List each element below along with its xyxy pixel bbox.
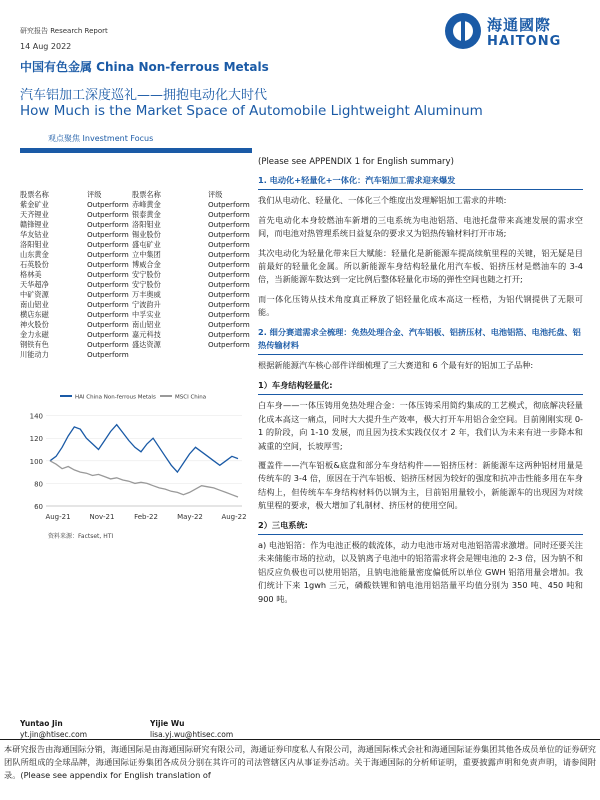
rating-cell: Outperform bbox=[87, 270, 129, 279]
rating-cell: 嘉元科技 bbox=[132, 330, 161, 339]
rating-cell: 洛阳钼业 bbox=[20, 240, 49, 249]
section-1-heading: 1. 电动化+轻量化+一体化：汽车铝加工需求迎来爆发 bbox=[258, 174, 583, 190]
rating-cell: 紫金矿业 bbox=[20, 200, 49, 209]
rating-header-cell: 股票名称 bbox=[20, 190, 49, 199]
chart-source: 资料来源：Factset, HTI bbox=[48, 533, 114, 540]
rating-row bbox=[20, 210, 252, 220]
rating-cell: 盛达资源 bbox=[132, 340, 161, 349]
rating-cell: Outperform bbox=[208, 210, 250, 219]
rating-cell: 石英股份 bbox=[20, 260, 49, 269]
performance-chart bbox=[20, 388, 252, 528]
rating-cell: 锡业股份 bbox=[132, 230, 161, 239]
paragraph: 覆盖件——汽车铝板&底盘和部分车身结构件——铝挤压材：新能源车这两种铝材用量是传统车的 3-4 倍，原因在于汽车铝板、铝挤压材因为较好的强度和抗冲击性能多用在车身结构上，但传统车车身结构材料仍以钢为主，目前铝用量较小，新能源车的出现因为对续航里程的要求，极大增加了轧制材、挤压材的使用空间。 bbox=[258, 459, 583, 511]
rating-row bbox=[20, 220, 252, 230]
rating-row bbox=[20, 290, 252, 300]
rating-cell: Outperform bbox=[208, 230, 250, 239]
rating-cell: 赣锋锂业 bbox=[20, 220, 49, 229]
rating-cell: 银泰黄金 bbox=[132, 210, 161, 219]
rating-row bbox=[20, 330, 252, 340]
rating-cell: Outperform bbox=[87, 240, 129, 249]
series-line bbox=[50, 461, 238, 497]
x-tick-label: Nov-21 bbox=[89, 513, 115, 521]
rating-cell: Outperform bbox=[87, 330, 129, 339]
rating-cell: 横店东磁 bbox=[20, 310, 49, 319]
rating-cell: 格林美 bbox=[20, 270, 42, 279]
rating-cell: 天华超净 bbox=[20, 280, 49, 289]
sector-title: 中国有色金属 China Non-ferrous Metals bbox=[20, 60, 269, 74]
rating-cell: Outperform bbox=[87, 350, 129, 359]
y-tick-label: 80 bbox=[34, 480, 43, 489]
rating-row bbox=[20, 280, 252, 290]
x-tick-label: May-22 bbox=[177, 513, 203, 521]
rating-cell: Outperform bbox=[87, 280, 129, 289]
rating-cell: 洛阳钼业 bbox=[132, 220, 161, 229]
section-2-heading: 2. 细分赛道需求全梳理：免热处理合金、汽车铝板、铝挤压材、电池铝箔、电池托盘、铝热传输材料 bbox=[258, 326, 583, 356]
rating-cell: 金力永磁 bbox=[20, 330, 49, 339]
rating-cell: 华友钴业 bbox=[20, 230, 49, 239]
rating-row bbox=[20, 230, 252, 240]
rating-row bbox=[20, 240, 252, 250]
rating-cell: Outperform bbox=[87, 230, 129, 239]
y-tick-label: 120 bbox=[29, 435, 43, 444]
rating-cell: 山东黄金 bbox=[20, 250, 49, 259]
rating-cell: 中孚实业 bbox=[132, 310, 161, 319]
rating-row bbox=[20, 250, 252, 260]
rating-cell: Outperform bbox=[87, 300, 129, 309]
rating-header-cell: 评级 bbox=[87, 190, 102, 199]
rating-cell: Outperform bbox=[87, 200, 129, 209]
y-tick-label: 60 bbox=[34, 503, 43, 511]
rating-row bbox=[20, 200, 252, 210]
rating-cell: Outperform bbox=[208, 320, 250, 329]
analyst-1 bbox=[20, 718, 87, 740]
rating-row bbox=[20, 340, 252, 350]
rating-cell: Outperform bbox=[208, 340, 250, 349]
rating-cell: Outperform bbox=[208, 300, 250, 309]
rating-header-cell: 股票名称 bbox=[132, 190, 161, 199]
rating-cell: 神火股份 bbox=[20, 320, 49, 329]
report-type-label: 研究报告 Research Report bbox=[20, 27, 108, 35]
y-tick-label: 140 bbox=[29, 412, 43, 421]
rating-cell: Outperform bbox=[87, 310, 129, 319]
report-title-cn: 汽车铝加工深度巡礼——拥抱电动化大时代 bbox=[20, 88, 268, 103]
rating-cell: 安宁股份 bbox=[132, 270, 161, 279]
rating-header-cell: 评级 bbox=[208, 190, 223, 199]
subsection-2-heading: 2）三电系统: bbox=[258, 519, 583, 535]
analyst-2 bbox=[150, 718, 233, 740]
subsection-1-heading: 1）车身结构轻量化: bbox=[258, 379, 583, 395]
rating-row bbox=[20, 260, 252, 270]
rating-cell: Outperform bbox=[208, 280, 250, 289]
rating-cell: 川能动力 bbox=[20, 350, 49, 359]
logo-text-cn: 海通國際 bbox=[487, 16, 552, 34]
rating-cell: Outperform bbox=[87, 250, 129, 259]
rating-cell: Outperform bbox=[208, 200, 250, 209]
rating-cell: Outperform bbox=[208, 270, 250, 279]
x-tick-label: Aug-22 bbox=[221, 513, 247, 521]
section-divider-bar bbox=[20, 148, 252, 153]
rating-cell: Outperform bbox=[87, 220, 129, 229]
paragraph: a) 电池铝箔：作为电池正极的载流体，动力电池市场对电池铝箔需求激增。同时还要关注未来储能市场的拉动，以及钠离子电池中的铝箔需求将会是锂电池的 2-3 倍，因为钠不和铝反应负极也可以使用铝箔，且钠电池能量密度偏低所以单位 GWH 铝箔用量会增加。我们统计下来 1gwh 三元，磷酸铁锂和钠电池用铝箔量平均值分别为 350 吨、450 吨和 900 吨。 bbox=[258, 539, 583, 604]
analyst-email[interactable]: lisa.yj.wu@htisec.com bbox=[150, 730, 234, 739]
rating-row bbox=[20, 270, 252, 280]
series-line bbox=[50, 425, 238, 472]
rating-cell: 赤峰黄金 bbox=[132, 200, 161, 209]
paragraph: 根据新能源汽车核心部件详细梳理了三大赛道和 6 个最有好的铝加工子品种: bbox=[258, 360, 534, 371]
analyst-name: Yuntao Jin bbox=[20, 719, 63, 728]
rating-cell bbox=[132, 350, 208, 360]
rating-row bbox=[20, 300, 252, 310]
paragraph: 首先电动化本身较燃油车新增的三电系统为电池铝箔、电池托盘带来高速发展的需求空间，而电池对热管理系统日益复杂的要求又为铝热传输材料打开市场; bbox=[258, 214, 583, 239]
body-text bbox=[258, 174, 583, 612]
investment-focus-label: 观点聚焦 Investment Focus bbox=[48, 134, 154, 143]
haitong-logo bbox=[445, 10, 585, 52]
rating-cell: 南山铝业 bbox=[132, 320, 161, 329]
rating-cell: Outperform bbox=[208, 290, 250, 299]
rating-cell: 钢铁有色 bbox=[20, 340, 49, 349]
paragraph: 白车身——一体压铸用免热处理合金：一体压铸采用简约集成的工艺模式，彻底解决轻量化成本高这一痛点，同时大大提升生产效率，极大打开车用铝合金空间。目前刚刚实现 0-1 的阶段，向 1-10 发展，而且因为技术实践仅仅才 2 年，我们认为未来有进一步降本和减重的空间，长坡厚雪; bbox=[258, 400, 583, 451]
rating-cell: 南山铝业 bbox=[20, 300, 49, 309]
rating-cell: 中矿资源 bbox=[20, 290, 49, 299]
logo-text-en: HAITONG bbox=[487, 34, 562, 49]
report-title-en: How Much is the Market Space of Automobile Lightweight Aluminum bbox=[20, 103, 483, 119]
rating-cell: Outperform bbox=[87, 340, 129, 349]
rating-cell: Outperform bbox=[208, 260, 250, 269]
rating-cell: Outperform bbox=[208, 250, 250, 259]
rating-table bbox=[20, 190, 252, 360]
footer-rule bbox=[0, 739, 600, 740]
rating-row bbox=[20, 350, 252, 360]
rating-cell: Outperform bbox=[208, 220, 250, 229]
disclaimer-text: 本研究报告由海通国际分销，海通国际是由海通国际研究有限公司，海通证券印度私人有限公司，海通国际株式会社和海通国际证券集团其他各成员单位的证券研究团队所组成的全球品牌，海通国际证券集团各成员分别在其许可的司法管辖区内从事证券活动。关于海通国际的分析师证明，重要披露声明和免责声明，请参阅附录。(Please see appendix for English translation of bbox=[4, 744, 596, 780]
rating-cell: Outperform bbox=[87, 290, 129, 299]
paragraph: 而一体化压铸从技术角度真正释放了铝轻量化成本高这一桎梏，为铝代钢提供了无限可能。 bbox=[258, 293, 583, 318]
x-tick-label: Feb-22 bbox=[134, 513, 158, 521]
rating-cell: 盛屯矿业 bbox=[132, 240, 161, 249]
paragraph: 我们从电动化、轻量化、一体化三个维度出发理解铝加工需求的井喷: bbox=[258, 195, 507, 206]
legend-label: MSCI China bbox=[175, 394, 207, 401]
rating-cell: 安宁股份 bbox=[132, 280, 161, 289]
y-tick-label: 100 bbox=[29, 457, 43, 466]
rating-cell: 博威合金 bbox=[132, 260, 161, 269]
rating-header-row bbox=[20, 190, 252, 200]
rating-cell: 天齐锂业 bbox=[20, 210, 49, 219]
rating-cell: Outperform bbox=[87, 210, 129, 219]
paragraph: 其次电动化为轻量化带来巨大赋能：轻量化是新能源车提高续航里程的关键，铝无疑是目前最好的轻量化金属。所以新能源车身结构轻量化用汽车板、铝挤压材是燃油车的 3-4 倍，当新能源车数达到一定比例后整体轻量化市场的弹性空间也随之打开; bbox=[258, 247, 583, 285]
rating-cell: Outperform bbox=[208, 310, 250, 319]
rating-cell: Outperform bbox=[208, 330, 250, 339]
rating-cell: Outperform bbox=[208, 240, 250, 249]
rating-row bbox=[20, 320, 252, 330]
analyst-email[interactable]: yt.jin@htisec.com bbox=[20, 730, 88, 739]
haitong-logo-icon bbox=[445, 13, 481, 49]
legend-label: HAI China Non-ferrous Metals bbox=[75, 394, 156, 401]
appendix-note: (Please see APPENDIX 1 for English summary) bbox=[258, 157, 454, 167]
x-tick-label: Aug-21 bbox=[45, 513, 71, 521]
rating-cell: Outperform bbox=[87, 320, 129, 329]
report-date: 14 Aug 2022 bbox=[20, 42, 72, 51]
analyst-name: Yijie Wu bbox=[150, 719, 185, 728]
rating-cell: Outperform bbox=[87, 260, 129, 269]
rating-cell: 宁波韵升 bbox=[132, 300, 161, 309]
performance-chart-svg bbox=[20, 388, 252, 528]
rating-cell: 立中集团 bbox=[132, 250, 161, 259]
rating-cell bbox=[208, 350, 252, 360]
rating-row bbox=[20, 310, 252, 320]
rating-cell: 万丰奥威 bbox=[132, 290, 161, 299]
